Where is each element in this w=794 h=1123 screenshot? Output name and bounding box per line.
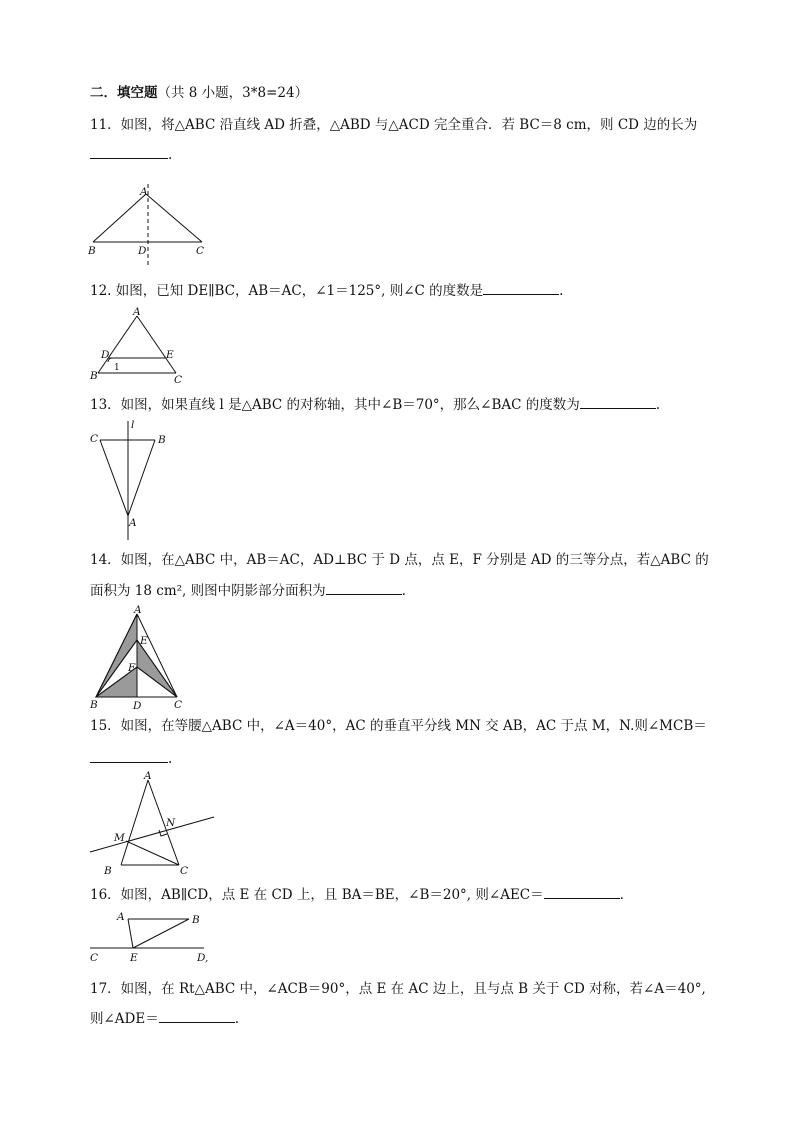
segment-ac bbox=[146, 194, 202, 242]
section-note: （共 8 小题，3*8=24） bbox=[157, 85, 309, 101]
label-a: A bbox=[140, 186, 148, 198]
question-16-period: . bbox=[619, 887, 624, 903]
answer-blank-17[interactable] bbox=[159, 1010, 235, 1023]
question-11-text: 11．如图，将△ABC 沿直线 AD 折叠，△ABD 与△ACD 完全重合．若 BC＝8 cm，则 CD 边的长为 bbox=[90, 117, 698, 133]
label-angle-1: 1 bbox=[114, 363, 120, 373]
label-d: D bbox=[101, 349, 110, 361]
question-11-period: . bbox=[168, 147, 173, 163]
figure-q16 bbox=[88, 906, 218, 966]
label-d: D bbox=[138, 245, 147, 257]
question-14-text-2: 面积为 18 cm², 则图中阴影部分面积为 bbox=[90, 583, 326, 599]
segment-ab bbox=[93, 194, 146, 242]
label-b: B bbox=[90, 370, 98, 382]
question-12-line-1 bbox=[90, 282, 563, 300]
label-e: E bbox=[140, 635, 148, 647]
label-a: A bbox=[133, 306, 141, 318]
label-c: C bbox=[196, 245, 205, 257]
answer-blank-11[interactable] bbox=[90, 146, 168, 159]
question-17-line-2 bbox=[90, 1010, 239, 1028]
segment-ae bbox=[128, 919, 133, 948]
label-d: D, bbox=[197, 952, 209, 964]
question-13-text: 13．如图，如果直线 l 是△ABC 的对称轴，其中∠B＝70°，那么∠BAC 的度数为 bbox=[90, 397, 580, 413]
label-b: B bbox=[158, 434, 166, 446]
answer-blank-12[interactable] bbox=[483, 282, 559, 295]
answer-blank-15[interactable] bbox=[90, 750, 168, 763]
question-14-period: . bbox=[401, 583, 406, 599]
question-14-text-1: 14．如图，在△ABC 中，AB＝AC，AD⊥BC 于 D 点，点 E，F 分别是 AD 的三等分点，若△ABC 的 bbox=[90, 552, 709, 568]
answer-blank-14[interactable] bbox=[326, 582, 402, 595]
label-m: M bbox=[114, 832, 125, 844]
label-b: B bbox=[104, 865, 112, 877]
label-e: E bbox=[130, 952, 138, 964]
question-14-line-1 bbox=[90, 551, 709, 569]
label-c: C bbox=[174, 699, 183, 711]
question-11-line-1 bbox=[90, 116, 697, 134]
label-a: A bbox=[129, 517, 137, 529]
segment-ab bbox=[121, 780, 148, 865]
section-title: 二．填空题 bbox=[90, 85, 158, 101]
figure-q11 bbox=[88, 182, 218, 270]
label-c: C bbox=[174, 374, 183, 386]
segment-ba bbox=[128, 440, 155, 516]
answer-blank-13[interactable] bbox=[580, 396, 656, 409]
question-15-line-1 bbox=[90, 717, 707, 735]
question-15-period: . bbox=[168, 751, 173, 767]
question-13-period: . bbox=[655, 397, 661, 413]
label-n: N bbox=[166, 817, 176, 829]
question-17-text-1: 17．如图，在 Rt△ABC 中，∠ACB＝90°，点 E 在 AC 边上，且与点 B 关于 CD 对称，若∠A＝40°, bbox=[90, 981, 706, 997]
segment-eb bbox=[133, 919, 189, 948]
label-d: D bbox=[133, 700, 142, 712]
label-a: A bbox=[117, 911, 125, 923]
label-c: C bbox=[90, 952, 99, 964]
section-heading bbox=[90, 84, 308, 102]
question-17-text-2: 则∠ADE＝ bbox=[90, 1011, 159, 1027]
question-14-line-2 bbox=[90, 582, 406, 600]
label-f: F bbox=[128, 662, 136, 674]
figure-q13 bbox=[88, 418, 178, 542]
answer-blank-16[interactable] bbox=[544, 886, 620, 899]
figure-q14 bbox=[88, 604, 188, 712]
figure-q12 bbox=[88, 305, 188, 385]
question-11-line-2 bbox=[90, 146, 172, 164]
question-16-text: 16．如图，AB∥CD，点 E 在 CD 上，且 BA＝BE，∠B＝20°, 则∠AEC＝ bbox=[90, 887, 544, 903]
figure-q15 bbox=[88, 768, 218, 880]
label-b: B bbox=[88, 245, 96, 257]
label-c: C bbox=[90, 433, 99, 445]
question-12-text: 12. 如图，已知 DE∥BC，AB＝AC，∠1＝125°, 则∠C 的度数是 bbox=[90, 283, 484, 299]
label-l: l bbox=[131, 419, 135, 431]
question-15-text: 15．如图，在等腰△ABC 中，∠A＝40°，AC 的垂直平分线 MN 交 AB，AC 于点 M，N.则∠MCB＝ bbox=[90, 718, 707, 734]
label-e: E bbox=[166, 349, 174, 361]
question-15-line-2 bbox=[90, 750, 172, 768]
label-a: A bbox=[144, 770, 152, 782]
label-c: C bbox=[180, 865, 189, 877]
segment-ac bbox=[137, 316, 176, 373]
question-17-line-1 bbox=[90, 980, 706, 998]
perpendicular-bisector-mn bbox=[90, 817, 214, 852]
question-12-period: . bbox=[559, 283, 564, 299]
question-16-line-1 bbox=[90, 886, 624, 904]
label-b: B bbox=[90, 699, 98, 711]
question-13-line-1 bbox=[90, 396, 660, 414]
segment-ca bbox=[100, 440, 128, 516]
label-b: B bbox=[192, 914, 200, 926]
question-17-period: . bbox=[234, 1011, 240, 1027]
label-a: A bbox=[134, 604, 142, 616]
